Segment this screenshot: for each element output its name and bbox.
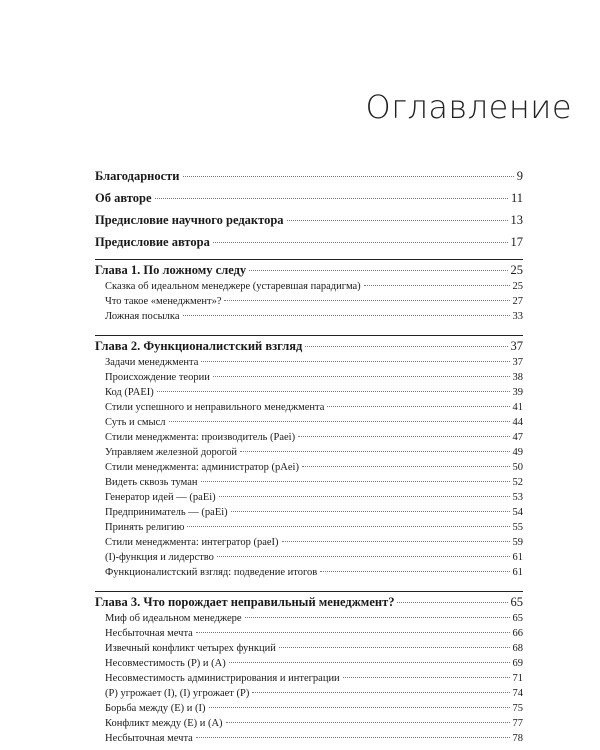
entry-title: Извечный конфликт четырех функций — [105, 643, 276, 654]
dot-leader — [224, 300, 509, 301]
toc-entry-section[interactable] — [95, 686, 523, 701]
toc-entry-front[interactable] — [95, 231, 523, 253]
toc-entry-section[interactable] — [95, 505, 523, 520]
page-number: 75 — [512, 703, 523, 714]
entry-title: Глава 2. Функционалистский взгляд — [95, 339, 303, 353]
entry-title: (P) угрожает (I), (I) угрожает (P) — [105, 688, 250, 699]
toc-entry-section[interactable] — [95, 716, 523, 731]
dot-leader — [364, 285, 510, 286]
page-number: 74 — [512, 688, 523, 699]
toc-entry-section[interactable] — [95, 279, 523, 294]
page-number: 65 — [512, 613, 523, 624]
dot-leader — [305, 346, 507, 347]
dot-leader — [397, 602, 507, 603]
toc-entry-section[interactable] — [95, 535, 523, 550]
toc-entry-section[interactable] — [95, 294, 523, 309]
chapters-list — [95, 259, 523, 746]
page-number: 47 — [512, 432, 523, 443]
toc-entry-section[interactable] — [95, 430, 523, 445]
dot-leader — [231, 511, 510, 512]
toc-entry-section[interactable] — [95, 550, 523, 565]
dot-leader — [209, 707, 510, 708]
entry-title: Несбыточная мечта — [105, 628, 193, 639]
dot-leader — [229, 662, 510, 663]
toc-entry-section[interactable] — [95, 731, 523, 746]
page-number: 38 — [512, 372, 523, 383]
dot-leader — [201, 361, 509, 362]
entry-title: Несовместимость администрирования и интеграции — [105, 673, 340, 684]
table-of-contents — [95, 165, 523, 746]
entry-title: (I)-функция и лидерство — [105, 552, 214, 563]
entry-title: Стили менеджмента: администратор (pAei) — [105, 462, 299, 473]
dot-leader — [343, 677, 510, 678]
page-number: 13 — [510, 213, 523, 227]
page-number: 53 — [512, 492, 523, 503]
toc-entry-section[interactable] — [95, 400, 523, 415]
dot-leader — [327, 406, 509, 407]
toc-entry-section[interactable] — [95, 671, 523, 686]
toc-entry-chapter[interactable] — [95, 338, 523, 355]
page-number: 41 — [512, 402, 523, 413]
dot-leader — [320, 571, 509, 572]
toc-entry-section[interactable] — [95, 460, 523, 475]
toc-entry-section[interactable] — [95, 309, 523, 324]
entry-title: Управляем железной дорогой — [105, 447, 237, 458]
page-number: 25 — [512, 281, 523, 292]
chapter-block — [95, 335, 523, 587]
page-number: 61 — [512, 552, 523, 563]
dot-leader — [217, 556, 510, 557]
page-number: 49 — [512, 447, 523, 458]
entry-title: Глава 1. По ложному следу — [95, 263, 247, 277]
entry-title: Предисловие автора — [95, 235, 210, 249]
entry-title: Несбыточная мечта — [105, 733, 193, 744]
dot-leader — [249, 270, 507, 271]
toc-entry-section[interactable] — [95, 415, 523, 430]
toc-entry-front[interactable] — [95, 165, 523, 187]
toc-entry-chapter[interactable] — [95, 262, 523, 279]
dot-leader — [287, 220, 508, 221]
page-number: 59 — [512, 537, 523, 548]
page-title: Оглавление — [365, 88, 572, 126]
entry-title: Стили успешного и неправильного менеджмента — [105, 402, 325, 413]
page-number: 55 — [512, 522, 523, 533]
chapter-block — [95, 591, 523, 746]
entry-title: Задачи менеджмента — [105, 357, 199, 368]
toc-entry-front[interactable] — [95, 209, 523, 231]
entry-title: Происхождение теории — [105, 372, 210, 383]
entry-title: Об авторе — [95, 191, 152, 205]
page-number: 11 — [510, 191, 523, 205]
page-number: 69 — [512, 658, 523, 669]
entry-title: Предприниматель — (paEi) — [105, 507, 228, 518]
page-number: 78 — [512, 733, 523, 744]
toc-entry-section[interactable] — [95, 641, 523, 656]
dot-leader — [157, 391, 510, 392]
page-number: 9 — [516, 169, 523, 183]
dot-leader — [282, 541, 510, 542]
page-number: 61 — [512, 567, 523, 578]
entry-title: Предисловие научного редактора — [95, 213, 284, 227]
page-number: 54 — [512, 507, 523, 518]
dot-leader — [252, 692, 509, 693]
page-number: 44 — [512, 417, 523, 428]
page-number: 52 — [512, 477, 523, 488]
entry-title: Стили менеджмента: интегратор (paeI) — [105, 537, 279, 548]
entry-title: Функционалистский взгляд: подведение итогов — [105, 567, 318, 578]
page-number: 37 — [512, 357, 523, 368]
dot-leader — [245, 617, 510, 618]
dot-leader — [201, 481, 510, 482]
entry-title: Что такое «менеджмент»? — [105, 296, 222, 307]
dot-leader — [279, 647, 510, 648]
dot-leader — [196, 632, 510, 633]
page-number: 27 — [512, 296, 523, 307]
dot-leader — [213, 242, 508, 243]
dot-leader — [196, 737, 510, 738]
dot-leader — [226, 722, 510, 723]
toc-entry-section[interactable] — [95, 701, 523, 716]
dot-leader — [169, 421, 510, 422]
page-number: 68 — [512, 643, 523, 654]
front-matter-list — [95, 165, 523, 253]
entry-title: Борьба между (E) и (I) — [105, 703, 206, 714]
entry-title: Код (PAEI) — [105, 387, 154, 398]
dot-leader — [213, 376, 510, 377]
dot-leader — [183, 176, 514, 177]
entry-title: Благодарности — [95, 169, 180, 183]
page-number: 37 — [510, 339, 523, 353]
dot-leader — [183, 315, 510, 316]
toc-entry-section[interactable] — [95, 565, 523, 580]
entry-title: Несовместимость (P) и (A) — [105, 658, 226, 669]
page-number: 17 — [510, 235, 523, 249]
toc-entry-chapter[interactable] — [95, 594, 523, 611]
page-number: 33 — [512, 311, 523, 322]
entry-title: Генератор идей — (paEi) — [105, 492, 216, 503]
entry-title: Глава 3. Что порождает неправильный менеджмент? — [95, 595, 395, 609]
toc-entry-section[interactable] — [95, 626, 523, 641]
toc-entry-section[interactable] — [95, 490, 523, 505]
toc-entry-section[interactable] — [95, 475, 523, 490]
page-number: 50 — [512, 462, 523, 473]
toc-entry-section[interactable] — [95, 445, 523, 460]
toc-entry-section[interactable] — [95, 385, 523, 400]
dot-leader — [302, 466, 510, 467]
toc-entry-section[interactable] — [95, 611, 523, 626]
toc-entry-section[interactable] — [95, 520, 523, 535]
page-number: 65 — [510, 595, 523, 609]
page-number: 71 — [512, 673, 523, 684]
entry-title: Видеть сквозь туман — [105, 477, 198, 488]
entry-title: Ложная посылка — [105, 311, 180, 322]
dot-leader — [219, 496, 510, 497]
entry-title: Миф об идеальном менеджере — [105, 613, 242, 624]
page-number: 39 — [512, 387, 523, 398]
entry-title: Конфликт между (E) и (A) — [105, 718, 223, 729]
toc-entry-section[interactable] — [95, 656, 523, 671]
toc-entry-section[interactable] — [95, 370, 523, 385]
dot-leader — [240, 451, 510, 452]
entry-title: Суть и смысл — [105, 417, 166, 428]
toc-entry-front[interactable] — [95, 187, 523, 209]
dot-leader — [187, 526, 509, 527]
page-number: 66 — [512, 628, 523, 639]
dot-leader — [298, 436, 509, 437]
entry-title: Принять религию — [105, 522, 185, 533]
toc-entry-section[interactable] — [95, 355, 523, 370]
entry-title: Сказка об идеальном менеджере (устаревшая парадигма) — [105, 281, 361, 292]
dot-leader — [155, 198, 508, 199]
page-number: 77 — [512, 718, 523, 729]
chapter-block — [95, 259, 523, 331]
page-number: 25 — [510, 263, 523, 277]
entry-title: Стили менеджмента: производитель (Paei) — [105, 432, 296, 443]
